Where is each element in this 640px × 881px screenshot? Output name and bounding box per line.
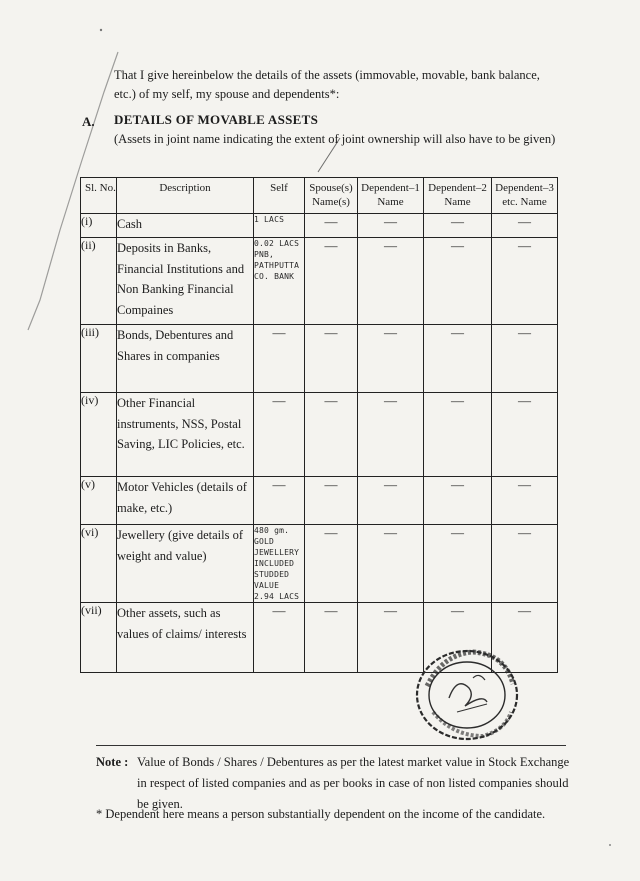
row-dependent-3: — [492, 238, 558, 325]
row-dependent-3: — [492, 325, 558, 393]
note-label: Note : [96, 755, 129, 769]
row-description: Bonds, Debentures and Shares in companies [117, 325, 254, 393]
table-row [81, 325, 558, 393]
row-sl: (vi) [81, 525, 117, 603]
note-text: Value of Bonds / Shares / Debentures as per the latest market value in Stock Exchange in respect of listed companies and as per books in case of non listed companies should be given. [137, 755, 570, 811]
row-dependent-2: — [424, 238, 492, 325]
table-row [81, 238, 558, 325]
footnote-dependent: * Dependent here means a person substantially dependent on the income of the candidate. [96, 807, 546, 821]
row-dependent-1: — [358, 214, 424, 238]
row-spouse: — [305, 477, 358, 525]
official-seal-stamp [413, 646, 521, 744]
row-self: — [254, 393, 305, 477]
row-spouse: — [305, 214, 358, 238]
row-description: Cash [117, 214, 254, 238]
header-dependent-2: Dependent–2 Name [424, 178, 492, 214]
row-self-handwritten: 0.02 LACS PNB, PATHPUTTA CO. BANK [254, 238, 305, 325]
header-dependent-3: Dependent–3 etc. Name [492, 178, 558, 214]
row-sl: (iii) [81, 325, 117, 393]
row-sl: (ii) [81, 238, 117, 325]
row-sl: (i) [81, 214, 117, 238]
row-self: — [254, 603, 305, 673]
row-description: Other Financial instruments, NSS, Postal Saving, LIC Policies, etc. [117, 393, 254, 477]
table-row [81, 393, 558, 477]
row-dependent-1: — [358, 393, 424, 477]
row-dependent-2: — [424, 214, 492, 238]
row-spouse: — [305, 325, 358, 393]
header-sl-no: Sl. No. [81, 178, 117, 214]
header-spouse: Spouse(s) Name(s) [305, 178, 358, 214]
movable-assets-table [80, 177, 558, 673]
row-dependent-3: — [492, 477, 558, 525]
row-dependent-3: — [492, 393, 558, 477]
row-description: Jewellery (give details of weight and value) [117, 525, 254, 603]
section-subtitle: (Assets in joint name indicating the extent of joint ownership will also have to be given) [114, 132, 556, 146]
row-dependent-3: — [492, 603, 558, 673]
row-description: Other assets, such as values of claims/ interests [117, 603, 254, 673]
row-dependent-2: — [424, 393, 492, 477]
row-spouse: — [305, 603, 358, 673]
row-dependent-2: — [424, 525, 492, 603]
row-sl: (v) [81, 477, 117, 525]
section-title: DETAILS OF MOVABLE ASSETS [114, 112, 319, 127]
header-dependent-1: Dependent–1 Name [358, 178, 424, 214]
row-self-handwritten: 1 LACS [254, 214, 305, 238]
row-dependent-2: — [424, 477, 492, 525]
row-description: Motor Vehicles (details of make, etc.) [117, 477, 254, 525]
header-description: Description [117, 178, 254, 214]
row-self-handwritten: 480 gm. GOLD JEWELLERY INCLUDED STUDDED VALUE 2.94 LACS [254, 525, 305, 603]
row-sl: (iv) [81, 393, 117, 477]
note-divider [96, 745, 566, 746]
table-header-row [81, 178, 558, 214]
row-spouse: — [305, 525, 358, 603]
table-row [81, 214, 558, 238]
row-dependent-1: — [358, 525, 424, 603]
row-dependent-2: — [424, 603, 492, 673]
row-dependent-3: — [492, 525, 558, 603]
row-spouse: — [305, 393, 358, 477]
table-row [81, 525, 558, 603]
row-dependent-3: — [492, 214, 558, 238]
row-dependent-1: — [358, 238, 424, 325]
row-dependent-2: — [424, 325, 492, 393]
header-self: Self [254, 178, 305, 214]
row-description: Deposits in Banks, Financial Institutions and Non Banking Financial Compaines [117, 238, 254, 325]
row-dependent-1: — [358, 477, 424, 525]
row-spouse: — [305, 238, 358, 325]
row-self: — [254, 325, 305, 393]
row-dependent-1: — [358, 325, 424, 393]
row-sl: (vii) [81, 603, 117, 673]
row-dependent-1: — [358, 603, 424, 673]
table-row [81, 477, 558, 525]
section-marker: A. [82, 114, 95, 129]
row-self: — [254, 477, 305, 525]
intro-text: That I give hereinbelow the details of the assets (immovable, movable, bank balance, etc.) of my self, my spouse and dependents*: [114, 68, 540, 101]
